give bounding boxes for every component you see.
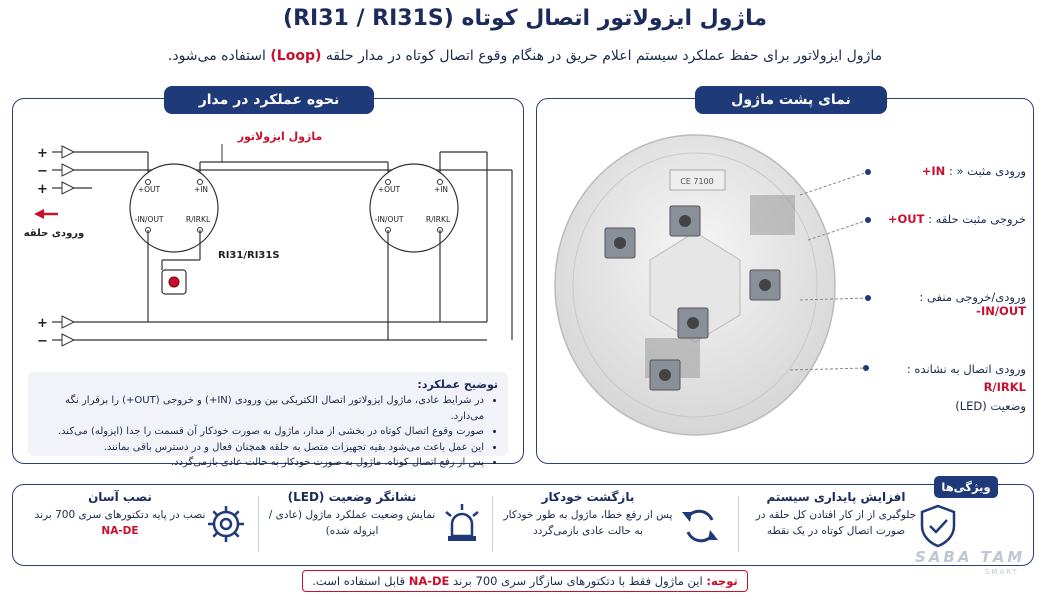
isolator-module-left: [130, 164, 218, 252]
features-tag: ویژگی‌ها: [934, 476, 998, 498]
subtitle-loop: (Loop): [270, 48, 322, 64]
feature-divider: [258, 496, 259, 552]
callout-in-out-minus: ورودی/خروجی منفی : IN/OUT-: [919, 290, 1026, 318]
callout-out-plus: خروجی مثبت حلقه : OUT+: [887, 212, 1026, 226]
callout-in-plus: ورودی مثبت « : IN+: [921, 164, 1026, 178]
brand-watermark: SABA TAM: [915, 548, 1026, 566]
refresh-icon: [678, 504, 722, 548]
back-view-heading: نمای پشت ماژول: [695, 86, 887, 114]
loop-input-label: ورودی حلقه: [23, 228, 85, 239]
svg-text:−: −: [37, 334, 48, 349]
siren-led-icon: [442, 502, 482, 546]
svg-text:+OUT: +OUT: [137, 185, 161, 194]
feature-led: نشانگر وضعیت (LED) نمایش وضعیت عملکرد ماژول (عادی / ایزوله شده): [268, 490, 436, 537]
feature-easy-install: نصب آسان نصب در پایه دتکتورهای سری 700 برند NA-DE: [34, 490, 206, 537]
svg-text:+OUT: +OUT: [377, 185, 401, 194]
explanation-item: • صورت وقوع اتصال کوتاه در بخشی از مدار، ماژول به صورت خودکار آن قسمت را جدا (ایزوله) می‌کند.: [38, 424, 484, 440]
explanation-item: • در شرایط عادی، ماژول ایزولاتور اتصال الکتریکی بین ورودی (IN+) و خروجی (OUT+) را برقرار نگه می‌دارد.: [38, 393, 484, 424]
feature-divider: [492, 496, 493, 552]
shield-check-icon: [918, 504, 958, 548]
feature-divider: [738, 496, 739, 552]
svg-text:−: −: [37, 164, 48, 179]
subtitle-text-end: استفاده می‌شود.: [167, 48, 266, 64]
model-label: RI31/RI31S: [218, 250, 280, 261]
svg-text:-IN/OUT: -IN/OUT: [134, 215, 164, 224]
svg-text:+IN: +IN: [433, 185, 449, 194]
isolator-module-right: [370, 164, 458, 252]
callout-r-irkl: ورودی اتصال به نشانده : R/IRKL وضعیت (LED): [906, 362, 1026, 413]
svg-text:+: +: [37, 146, 48, 161]
svg-text:R/IRKL: R/IRKL: [425, 215, 451, 224]
svg-text:-IN/OUT: -IN/OUT: [374, 215, 404, 224]
explanation-item: • پس از رفع اتصال کوتاه، ماژول به صورت خودکار به حالت عادی بازمی‌گردد.: [38, 455, 484, 471]
svg-text:R/IRKL: R/IRKL: [185, 215, 211, 224]
circuit-diagram: [12, 110, 524, 380]
explanation-title: توضیح عملکرد:: [417, 378, 498, 391]
gear-icon: [204, 502, 248, 546]
explanation-item: • این عمل باعث می‌شود بقیه تجهیزات متصل به حلقه همچنان فعال و در دسترس باقی بمانند.: [38, 440, 484, 456]
subtitle-text: ماژول ایزولاتور برای حفظ عملکرد سیستم اعلام حریق در هنگام وقوع اتصال کوتاه در مدار حلقه: [325, 48, 883, 64]
module-label: ماژول ایزولاتور: [237, 130, 323, 143]
page-subtitle: [0, 48, 1050, 64]
explanation-box: [28, 372, 508, 469]
svg-text:+: +: [37, 182, 48, 197]
terminal-arrows: [62, 146, 74, 346]
module-back-photo: [550, 120, 850, 450]
compatibility-note: توجه: این ماژول فقط با دتکتورهای سازگار سری 700 برند NA-DE قابل استفاده است.: [302, 570, 748, 592]
base-marking: CE 7100: [680, 177, 714, 186]
svg-text:+: +: [37, 316, 48, 331]
feature-stability: افزایش پایداری سیستم جلوگیری از از کار افتادن کل حلقه در صورت اتصال کوتاه در یک نقطه: [755, 490, 917, 537]
page-title: ماژول ایزولاتور اتصال کوتاه (RI31 / RI31S): [283, 6, 767, 31]
brand-watermark-sub: SMART: [985, 568, 1019, 576]
svg-text:+IN: +IN: [193, 185, 209, 194]
feature-auto-reset: بازگشت خودکار پس از رفع خطا، ماژول به طور خودکار به حالت عادی بازمی‌گردد: [503, 490, 673, 537]
circuit-panel-heading: نحوه عملکرد در مدار: [164, 86, 374, 114]
